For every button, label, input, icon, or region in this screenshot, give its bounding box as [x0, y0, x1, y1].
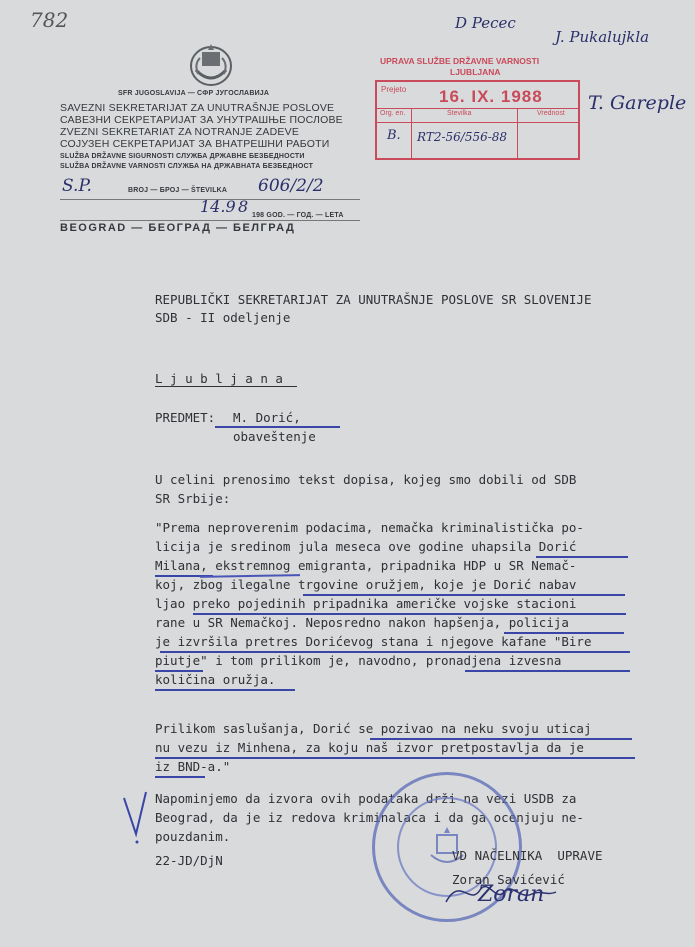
date-line [60, 220, 360, 221]
org-unit-value: B. [387, 128, 401, 143]
destination-underline [155, 386, 297, 387]
quote-line-3: Milana, ekstremnog emigranta, pripadnika HDP u SR Nemač- [155, 558, 577, 573]
quote-line-9: količina oružja. [155, 672, 276, 687]
quote2-line-2: nu vezu iz Minhena, za koju naš izvor pretpostavlja da je [155, 740, 584, 755]
handwritten-signature: Zoran [478, 882, 545, 907]
quote-line-1: "Prema neproverenim podacima, nemačka kriminalistička po- [155, 520, 584, 535]
handwritten-archive-number: 782 [30, 8, 69, 32]
received-stamp-subheader: LJUBLJANA [450, 67, 501, 77]
quote-line-5: ljao preko pojedinih pripadnika američke vojske stacioni [155, 596, 577, 611]
date-label: 198 GOD. — ГОД. — LETA [252, 212, 344, 219]
addressee-line-1: REPUBLIČKI SEKRETARIJAT ZA UNUTRAŠNJE POSLOVE SR SLOVENIJE [155, 292, 592, 307]
quote-line-4: koj, zbog ilegalne trgovine oružjem, koje je Dorić nabav [155, 577, 577, 592]
ink-underline [504, 632, 624, 634]
ink-underline [155, 670, 203, 672]
handwritten-year: 8 [238, 197, 249, 216]
value-label: Vrednost [537, 110, 565, 117]
closing-line-1: Napominjemo da izvora ovih podataka drži na vezi USDB za [155, 791, 577, 806]
quote-line-2: licija je sredinom jula meseca ove godine uhapsila Dorić [155, 539, 577, 554]
handwritten-note-top: D Pecec [455, 14, 516, 32]
destination-city: L j u b l j a n a [155, 371, 283, 386]
letterhead-line-4: СОЈУЗЕН СЕКРЕТАРИЈАТ ЗА ВНАТРЕШНИ РАБОТИ [60, 138, 330, 150]
subject-line-2: obaveštenje [233, 429, 316, 444]
ink-underline [370, 738, 632, 740]
intro-line-2: SR Srbije: [155, 491, 231, 506]
registry-number: RT2-56/556-88 [417, 130, 508, 144]
signature-scribble [440, 872, 560, 912]
closing-line-2: Beograd, da je iz redova kriminalaca i da ga ocenjuju ne- [155, 810, 584, 825]
signatory-role: VD NAČELNIKA UPRAVE [452, 848, 603, 863]
received-date: 16. IX. 1988 [439, 87, 543, 106]
ink-underline [155, 776, 205, 778]
handwritten-date: 14.9 [200, 197, 236, 216]
number-label: Številka [447, 110, 472, 117]
margin-check-mark [120, 790, 150, 850]
coat-of-arms-emblem [186, 40, 236, 88]
received-label: Prejeto [381, 85, 407, 94]
reference-code: 22-JD/DjN [155, 853, 223, 868]
letterhead-line-3: ZVEZNI SEKRETARIAT ZA NOTRANJE ZADEVE [60, 126, 300, 138]
received-stamp-header: UPRAVA SLUŽBE DRŽAVNE VARNOSTI [380, 56, 540, 66]
ink-underline [155, 757, 635, 759]
intro-line-1: U celini prenosimo tekst dopisa, kojeg smo dobili od SDB [155, 472, 577, 487]
closing-line-3: pouzdanim. [155, 829, 231, 844]
subject-label: PREDMET: [155, 410, 216, 425]
quote-line-6: rane u SR Nemačkoj. Neposredno nakon hapšenja, policija [155, 615, 569, 630]
quote2-line-1: Prilikom saslušanja, Dorić se pozivao na neku svoju uticaj [155, 721, 592, 736]
received-stamp [375, 80, 580, 160]
handwritten-ref-number: 606/2/2 [258, 176, 324, 196]
letterhead-top-line: SFR JUGOSLAVIJA — СФР ЈУГОСЛАВИЈА [118, 90, 270, 97]
quote-line-7: je izvršila pretres Dorićevog stana i njegove kafane "Bire [155, 634, 592, 649]
ink-underline [155, 689, 295, 691]
org-unit-label: Org. en. [380, 110, 406, 117]
ref-number-label: BROJ — БРОЈ — ŠTEVILKA [128, 187, 228, 194]
signatory-name: Zoran Savićević [452, 872, 565, 887]
handwritten-ref-prefix: S.P. [62, 176, 92, 196]
ink-underline [536, 556, 628, 558]
ink-underline [160, 651, 630, 653]
handwritten-note-stamp-side: T. Gareple [588, 92, 687, 114]
addressee-line-2: SDB - II odeljenje [155, 310, 291, 325]
ink-underline [303, 594, 625, 596]
letterhead-line-2: САВЕЗНИ СЕКРЕТАРИЈАТ ЗА УНУТРАШЊЕ ПОСЛОВЕ [60, 114, 343, 126]
subject-line-1: M. Dorić, [233, 410, 301, 425]
quote2-line-3: iz BND-a." [155, 759, 231, 774]
ink-underline [465, 670, 630, 672]
letterhead-line-1: SAVEZNI SEKRETARIJAT ZA UNUTRAŠNJE POSLOVE [60, 102, 335, 114]
ink-underline [193, 613, 626, 615]
subject-ink-underline [215, 426, 340, 428]
city-of-issue: BEOGRAD — БЕОГРАД — БЕЛГРАД [60, 222, 296, 234]
letterhead-service-line-1: SLUŽBA DRŽAVNE SIGURNOSTI СЛУЖБА ДРЖАВНЕ БЕЗБЕДНОСТИ [60, 153, 305, 160]
letterhead-service-line-2: SLUŽBA DRŽAVNE VARNOSTI СЛУЖБА НА ДРЖАВНАТА БЕЗБЕДНОСТ [60, 163, 314, 170]
handwritten-note-top-right: J. Pukalujkla [555, 28, 650, 46]
quote-line-8: piutje" i tom prilikom je, navodno, pronadjena izvesna [155, 653, 562, 668]
